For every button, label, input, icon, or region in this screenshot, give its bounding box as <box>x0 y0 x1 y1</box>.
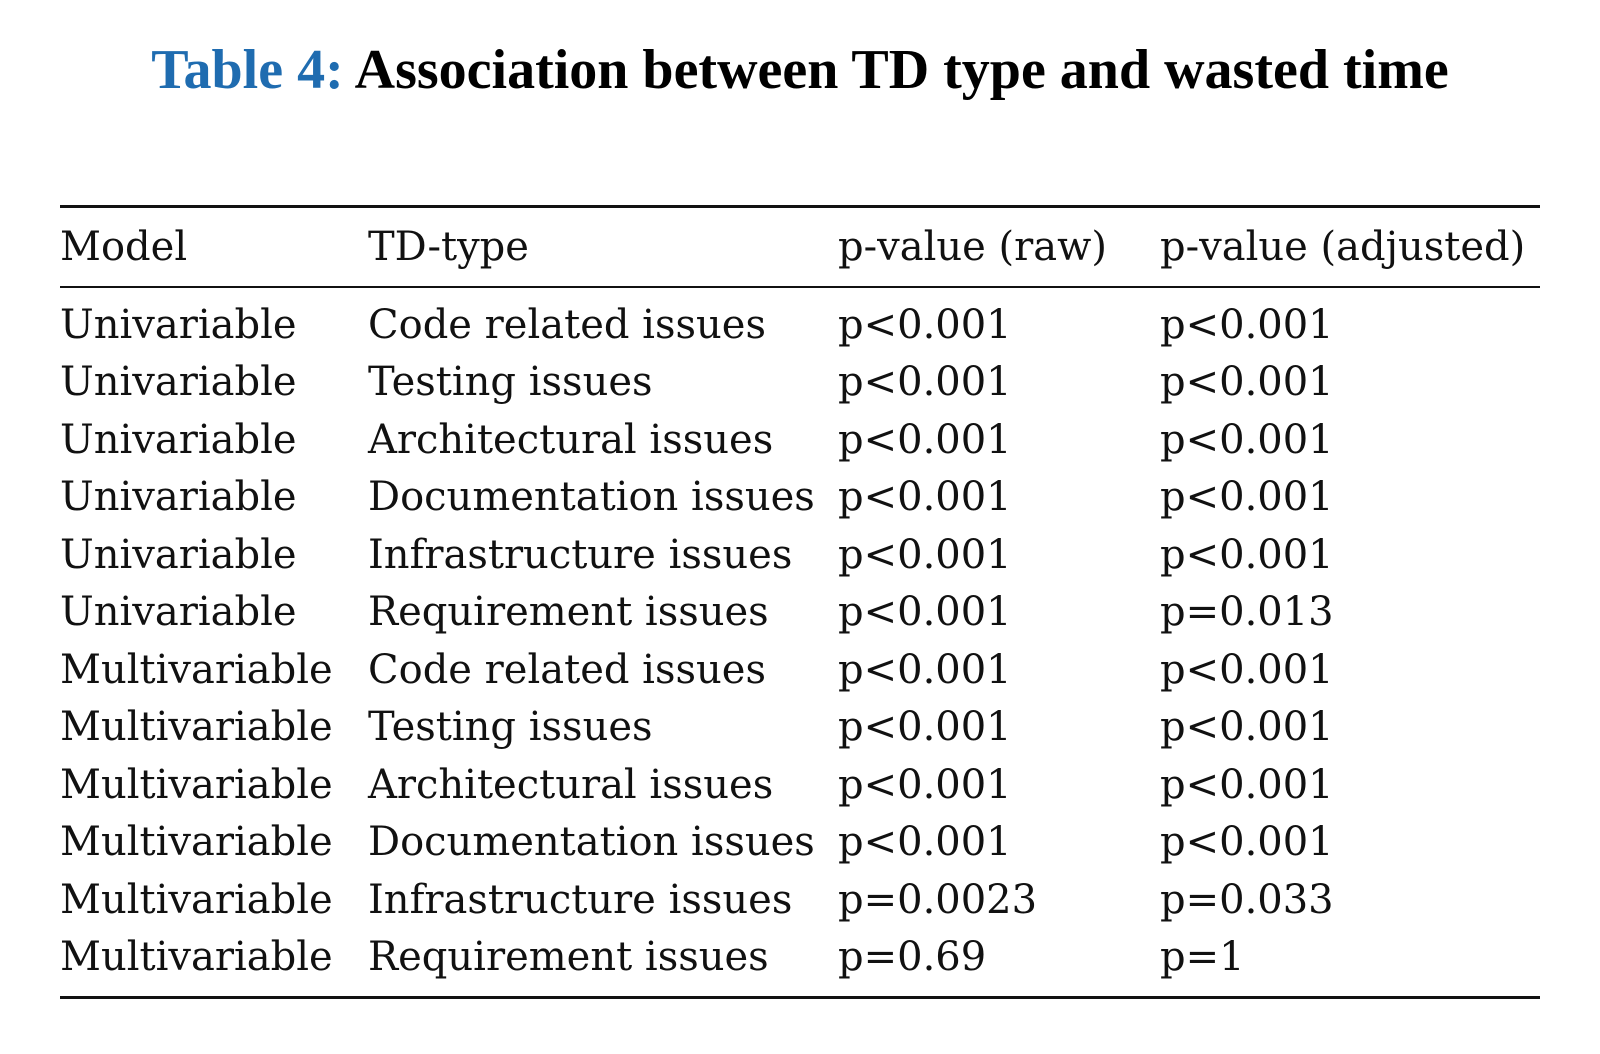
table-row <box>60 584 1540 642</box>
cell-td-type: Requirement issues <box>368 934 769 981</box>
cell-td-type: Infrastructure issues <box>368 531 793 578</box>
cell-td-type: Code related issues <box>368 301 766 348</box>
cell-td-type: Requirement issues <box>368 589 769 636</box>
cell-p-raw: p<0.001 <box>838 819 1012 866</box>
header-model: Model <box>60 224 188 270</box>
table-row <box>60 929 1540 998</box>
cell-p-raw: p<0.001 <box>838 646 1012 693</box>
header-p-adjusted: p-value (adjusted) <box>1160 224 1526 270</box>
cell-p-adjusted: p<0.001 <box>1160 301 1334 348</box>
table-row <box>60 526 1540 584</box>
cell-model: Multivariable <box>60 934 333 981</box>
table-row <box>60 756 1540 814</box>
table-row <box>60 641 1540 699</box>
table-row <box>60 699 1540 757</box>
cell-td-type: Documentation issues <box>368 474 815 521</box>
cell-td-type: Documentation issues <box>368 819 815 866</box>
cell-model: Univariable <box>60 359 297 406</box>
cell-model: Univariable <box>60 301 297 348</box>
cell-p-adjusted: p<0.001 <box>1160 416 1334 463</box>
cell-td-type: Testing issues <box>368 359 653 406</box>
table-row <box>60 814 1540 872</box>
cell-p-raw: p=0.69 <box>838 934 987 981</box>
cell-p-raw: p<0.001 <box>838 301 1012 348</box>
cell-p-adjusted: p<0.001 <box>1160 646 1334 693</box>
cell-p-adjusted: p=1 <box>1160 934 1245 981</box>
cell-p-adjusted: p<0.001 <box>1160 474 1334 521</box>
cell-model: Univariable <box>60 474 297 521</box>
caption-label: Table 4: <box>151 39 344 101</box>
cell-td-type: Architectural issues <box>368 761 774 808</box>
cell-model: Multivariable <box>60 819 333 866</box>
table-row <box>60 354 1540 412</box>
cell-td-type: Code related issues <box>368 646 766 693</box>
cell-p-raw: p<0.001 <box>838 474 1012 521</box>
cell-p-adjusted: p<0.001 <box>1160 531 1334 578</box>
cell-p-raw: p<0.001 <box>838 359 1012 406</box>
cell-p-raw: p<0.001 <box>838 704 1012 751</box>
table-row <box>60 287 1540 354</box>
cell-model: Univariable <box>60 416 297 463</box>
cell-p-raw: p<0.001 <box>838 531 1012 578</box>
cell-p-adjusted: p<0.001 <box>1160 704 1334 751</box>
table-row <box>60 411 1540 469</box>
cell-model: Multivariable <box>60 704 333 751</box>
header-td-type: TD-type <box>368 224 529 270</box>
caption-text: Association between TD type and wasted time <box>354 39 1449 101</box>
cell-p-raw: p<0.001 <box>838 589 1012 636</box>
cell-model: Multivariable <box>60 761 333 808</box>
cell-p-raw: p<0.001 <box>838 761 1012 808</box>
cell-td-type: Infrastructure issues <box>368 876 793 923</box>
cell-p-raw: p<0.001 <box>838 416 1012 463</box>
cell-p-adjusted: p=0.033 <box>1160 876 1334 923</box>
cell-model: Multivariable <box>60 646 333 693</box>
cell-model: Univariable <box>60 531 297 578</box>
results-table <box>60 205 1540 999</box>
table-row <box>60 469 1540 527</box>
cell-model: Multivariable <box>60 876 333 923</box>
cell-p-raw: p=0.0023 <box>838 876 1038 923</box>
cell-p-adjusted: p=0.013 <box>1160 589 1334 636</box>
table-body <box>60 287 1540 998</box>
table-row <box>60 871 1540 929</box>
cell-p-adjusted: p<0.001 <box>1160 819 1334 866</box>
cell-p-adjusted: p<0.001 <box>1160 761 1334 808</box>
cell-td-type: Testing issues <box>368 704 653 751</box>
header-p-raw: p-value (raw) <box>838 224 1107 270</box>
results-table-container <box>60 205 1540 999</box>
table-caption <box>0 30 1600 110</box>
cell-p-adjusted: p<0.001 <box>1160 359 1334 406</box>
cell-model: Univariable <box>60 589 297 636</box>
cell-td-type: Architectural issues <box>368 416 774 463</box>
table-header-row <box>60 207 1540 288</box>
